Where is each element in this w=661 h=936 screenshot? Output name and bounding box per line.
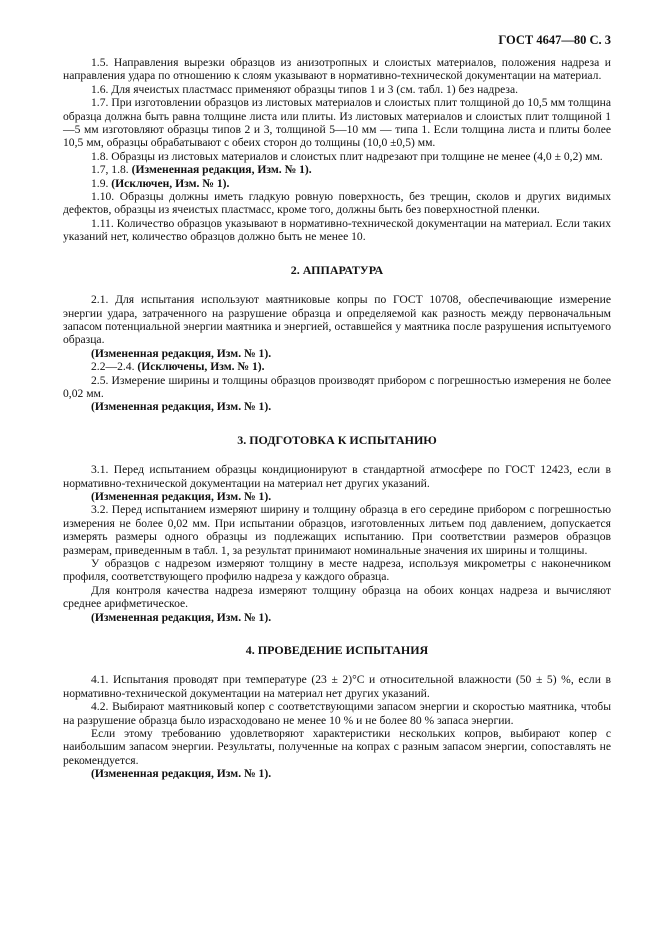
amendment-note: (Измененная редакция, Изм. № 1). xyxy=(91,610,272,624)
paragraph-4-1: 4.1. Испытания проводят при температуре (23 ± 2)°С и относительной влажности (50 ± 5) %, если в нормативно-технической документации на материал нет других указаний. xyxy=(63,673,611,700)
paragraph-1-5: 1.5. Направления вырезки образцов из анизотропных и слоистых материалов, положения надреза и направления удара по отношению к слоям указывают в нормативно-технической документации на материал. xyxy=(63,56,611,83)
note-bold: (Измененная редакция, Изм. № 1). xyxy=(131,163,312,177)
paragraph-2-1: 2.1. Для испытания используют маятниковые копры по ГОСТ 10708, обеспечивающие измерение энергии удара, затраченного на разрушение образца и определяемой как разность между первоначальным запасом потенциальной энергии маятника и энергией, оставшейся у маятника после разрушения испытуемого образца. xyxy=(63,293,611,347)
amendment-note-2-2-2-4 xyxy=(63,360,611,373)
amendment-note-1-7-1-8 xyxy=(63,163,611,176)
amendment-note: (Измененная редакция, Изм. № 1). xyxy=(91,489,272,503)
paragraph-4-2: 4.2. Выбирают маятниковый копер с соответствующими запасом энергии и скоростью маятника, чтобы на разрушение образца было израсходовано не менее 10 % и не более 80 % запаса энергии. xyxy=(63,700,611,727)
paragraph-notch-quality: Для контроля качества надреза измеряют толщину образца на обоих концах надреза и вычисляют среднее арифметическое. xyxy=(63,583,611,611)
amendment-note-1-9 xyxy=(63,177,611,190)
paragraph-1-11: 1.11. Количество образцов указывают в нормативно-технической документации на материал. Если таких указаний нет, количество образцов должно быть не менее 10. xyxy=(63,216,611,244)
note-prefix: 1.9. xyxy=(91,176,109,190)
note-prefix: 2.2—2.4. xyxy=(91,360,135,374)
paragraph-3-1: 3.1. Перед испытанием образцы кондиционируют в стандартной атмосфере по ГОСТ 12423, если в нормативно-технической документации на материал нет других указаний. xyxy=(63,463,611,490)
note-prefix: 1.7, 1.8. xyxy=(91,163,129,177)
paragraph-1-7: 1.7. При изготовлении образцов из листовых материалов и слоистых плит толщиной до 10,5 мм толщина образца должна быть равна толщине листа или плиты. Из листовых материалов и слоистых плит толщиной 1—5 мм изготовляют образцы типов 2 и 3, толщиной 5—10 мм — типа 1. Если толщина листа и плиты более 10,5 мм, образцы обрабатывают с обеих сторон до толщины (10,0 ±0,5) мм. xyxy=(63,96,611,150)
note-bold: (Исключены, Изм. № 1). xyxy=(137,360,265,374)
section-heading-4: 4. ПРОВЕДЕНИЕ ИСПЫТАНИЯ xyxy=(245,643,429,658)
note-bold: (Исключен, Изм. № 1). xyxy=(111,176,230,190)
section-heading-3: 3. ПОДГОТОВКА К ИСПЫТАНИЮ xyxy=(237,432,437,447)
document-body xyxy=(63,56,611,781)
amendment-note: (Измененная редакция, Изм. № 1). xyxy=(91,400,272,414)
paragraph-1-10: 1.10. Образцы должны иметь гладкую ровную поверхность, без трещин, сколов и других видимых дефектов, образцы из ячеистых пластмасс, кроме того, должны быть без поверхностной пленки. xyxy=(63,190,611,217)
paragraph-3-2: 3.2. Перед испытанием измеряют ширину и толщину образца в его середине прибором с погрешностью измерения не более 0,02 мм. При испытании образцов, изготовленных литьем под давлением, допускается измерять размеры одного образцы из подлежащих испытанию. При соответствии размеров образцов размерам, приведенным в табл. 1, за результат принимают номинальные значения их ширины и толщины. xyxy=(63,503,611,557)
amendment-note: (Измененная редакция, Изм. № 1). xyxy=(91,346,272,360)
page-header: ГОСТ 4647—80 С. 3 xyxy=(498,33,611,47)
section-heading-2: 2. АППАРАТУРА xyxy=(290,262,384,277)
paragraph-1-8: 1.8. Образцы из листовых материалов и слоистых плит надрезают при толщине не менее (4,0 ± 0,2) мм. xyxy=(91,149,603,163)
paragraph-2-5: 2.5. Измерение ширины и толщины образцов производят прибором с погрешностью измерения не более 0,02 мм. xyxy=(63,373,611,400)
paragraph-multiple-pendulums: Если этому требованию удовлетворяют характеристики нескольких копров, выбирают копер с наибольшим запасом энергии. Результаты, полученные на копрах с разным запасом энергии, сопоставлять не рекомендуется. xyxy=(63,727,611,767)
amendment-note: (Измененная редакция, Изм. № 1). xyxy=(91,767,272,781)
paragraph-1-6: 1.6. Для ячеистых пластмасс применяют образцы типов 1 и 3 (см. табл. 1) без надреза. xyxy=(91,82,519,96)
paragraph-notch-measure: У образцов с надрезом измеряют толщину в месте надреза, используя микрометры с наконечником профиля, соответствующего профилю надреза у каждого образца. xyxy=(63,557,611,584)
